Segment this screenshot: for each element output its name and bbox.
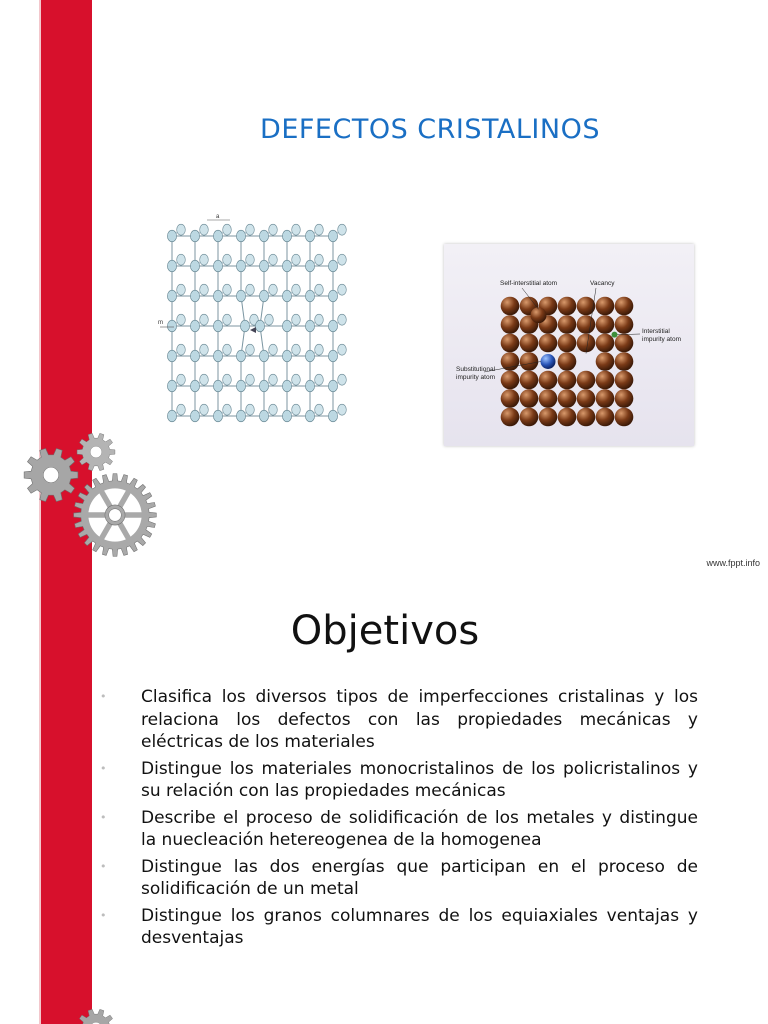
bullet-icon: • <box>100 690 107 703</box>
label-interstitial-impurity: Interstitial impurity atom <box>642 328 682 343</box>
crystal-lattice-figure <box>158 212 358 452</box>
gear-icon <box>74 430 118 474</box>
objectives-list <box>96 686 698 954</box>
bullet-icon: • <box>100 908 107 922</box>
gear-icon <box>74 1006 118 1024</box>
list-item <box>96 856 698 901</box>
gear-icon <box>70 470 160 560</box>
footer-url: www.fppt.info <box>706 558 760 568</box>
slide-next-partial <box>0 1000 768 1024</box>
list-item <box>96 686 698 754</box>
label-self-interstitial: Self-interstitial atom <box>500 280 558 287</box>
list-item <box>96 758 698 803</box>
list-item-text: Distingue los materiales monocristalinos de los policristalinos y su relación con las propiedades mecánicas <box>141 758 698 801</box>
label-substitutional-impurity: Substitutional impurity atom <box>456 366 496 381</box>
list-item-text: Clasifica los diversos tipos de imperfecciones cristalinas y los relaciona los defectos con las propiedades mecánicas y eléctricas de los materiales <box>141 687 698 752</box>
slide-title: Objetivos <box>290 608 480 654</box>
list-item-text: Describe el proceso de solidificación de los metales y distingue la nuecleación hetereogenea de la homogenea <box>141 807 698 850</box>
red-side-bar <box>41 596 92 1000</box>
bullet-icon: • <box>100 761 107 775</box>
point-defects-diagram <box>444 244 694 446</box>
point-defects-figure <box>444 244 694 446</box>
slide-objetivos <box>0 596 768 1000</box>
bullet-icon: • <box>100 859 107 873</box>
list-item-text: Distingue los granos columnares de los equiaxiales ventajas y desventajas <box>141 905 698 948</box>
slide-title: DEFECTOS CRISTALINOS <box>260 114 600 145</box>
list-item <box>96 807 698 852</box>
bullet-icon: • <box>100 810 107 824</box>
lattice-diagram <box>158 212 358 452</box>
list-item <box>96 905 698 950</box>
label-vacancy: Vacancy <box>590 280 615 287</box>
list-item-text: Distingue las dos energías que participan en el proceso de solidificación de un metal <box>141 856 698 899</box>
svg-text:a: a <box>216 214 220 220</box>
svg-text:m: m <box>158 320 163 326</box>
